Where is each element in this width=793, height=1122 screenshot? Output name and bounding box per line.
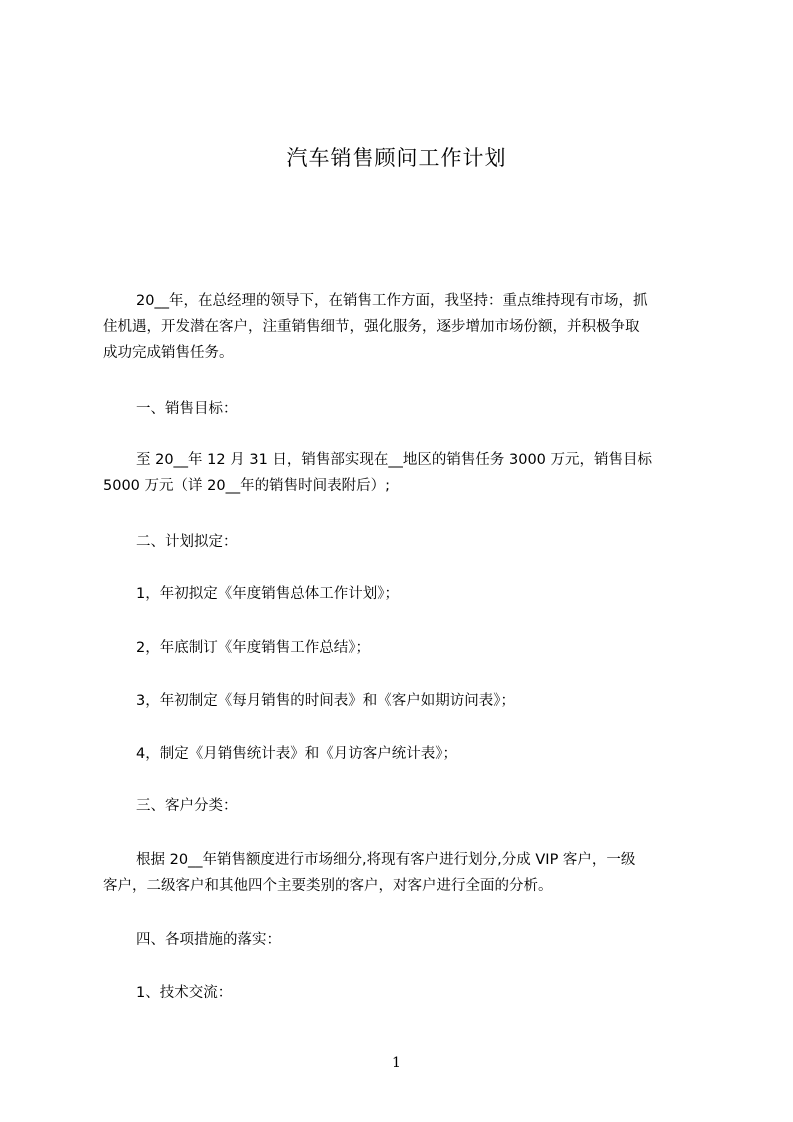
intro-paragraph xyxy=(103,288,703,366)
intro-line-1: 20__年，在总经理的领导下，在销售工作方面，我坚持：重点维持现有市场，抓 xyxy=(136,293,648,309)
document-title: 汽车销售顾问工作计划 xyxy=(286,146,507,170)
intro-line-3: 成功完成销售任务。 xyxy=(103,345,234,361)
section-4-heading: 四、各项措施的落实： xyxy=(136,932,281,948)
section-3-body-line-2: 客户，二级客户和其他四个主要类别的客户，对客户进行全面的分析。 xyxy=(103,878,553,894)
section-3-heading: 三、客户分类： xyxy=(136,798,238,814)
section-1-body-line-2: 5000 万元（详 20__年的销售时间表附后）; xyxy=(103,478,390,494)
section-1-body xyxy=(103,447,703,499)
section-3-body xyxy=(103,847,703,899)
section-2-heading: 二、计划拟定： xyxy=(136,534,238,550)
intro-line-2: 住机遇，开发潜在客户，注重销售细节，强化服务，逐步增加市场份额，并积极争取 xyxy=(103,319,640,335)
section-1-body-line-1: 至 20__年 12 月 31 日，销售部实现在__地区的销售任务 3000 万元，销售目标 xyxy=(136,452,653,468)
section-2-item-3: 3，年初制定《每月销售的时间表》和《客户如期访问表》； xyxy=(136,693,515,709)
section-1-heading: 一、销售目标： xyxy=(136,401,238,417)
section-3-body-line-1: 根据 20__年销售额度进行市场细分,将现有客户进行划分,分成 VIP 客户，一级 xyxy=(136,852,636,868)
section-2-item-4: 4，制定《月销售统计表》和《月访客户统计表》； xyxy=(136,746,457,762)
section-4-item-1: 1、技术交流： xyxy=(136,985,233,1001)
section-2-item-1: 1，年初拟定《年度销售总体工作计划》； xyxy=(136,586,399,602)
section-2-item-2: 2，年底制订《年度销售工作总结》； xyxy=(136,640,370,656)
page-number: 1 xyxy=(392,1055,401,1071)
